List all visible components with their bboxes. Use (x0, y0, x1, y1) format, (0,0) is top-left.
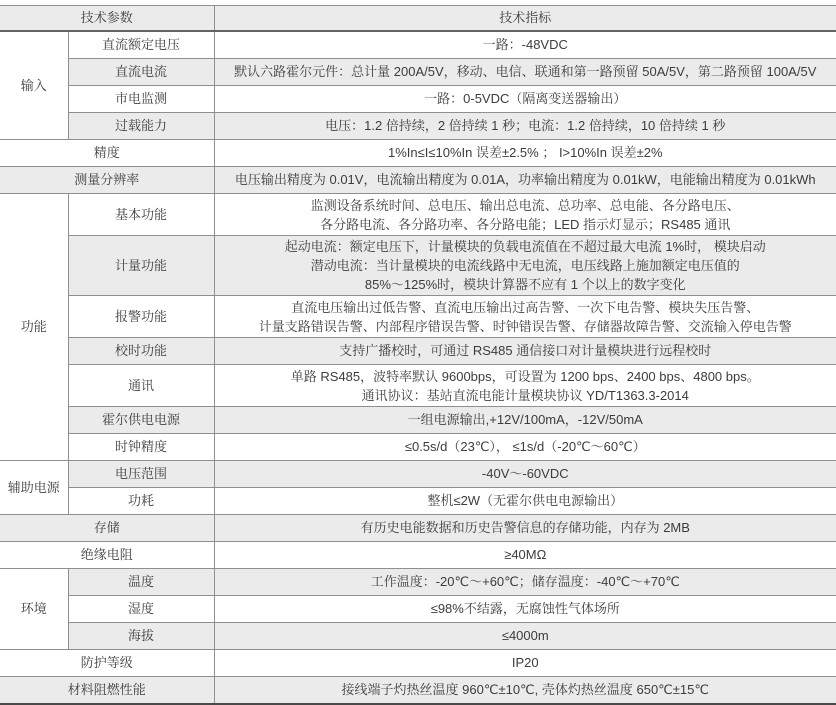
param-value: -40V～-60VDC (214, 461, 836, 488)
table-row (0, 167, 836, 194)
table-row (0, 365, 836, 407)
value-line: 通讯协议：基站直流电能计量模块协议 YD/T1363.3-2014 (361, 387, 689, 403)
param-value: 1%In≤I≤10%In 误差±2.5% ； I>10%In 误差±2% (214, 140, 836, 167)
table-row (0, 623, 836, 650)
param-label: 材料阻燃性能 (0, 677, 214, 705)
param-label: 校时功能 (68, 338, 214, 365)
param-value: 工作温度：-20℃～+60℃；储存温度：-40℃～+70℃ (214, 569, 836, 596)
value-line: 潜动电流：当计量模块的电流线路中无电流，电压线路上施加额定电压值的 (310, 258, 740, 273)
param-value: 有历史电能数据和历史告警信息的存储功能，内存为 2MB (214, 515, 836, 542)
value-line: 单路 RS485，波特率默认 9600bps，可设置为 1200 bps、2400 bps、4800 bps。 (290, 368, 760, 384)
table-row (0, 236, 836, 296)
param-label: 通讯 (68, 365, 214, 407)
table-row (0, 86, 836, 113)
param-label: 湿度 (68, 596, 214, 623)
value-line: 各分路电流、各分路功率、各分路电能；LED 指示灯显示；RS485 通讯 (320, 216, 731, 232)
param-label: 防护等级 (0, 650, 214, 677)
param-label: 测量分辨率 (0, 167, 214, 194)
header-parameters: 技术参数 (0, 6, 214, 32)
environment-group-cell: 环境 (0, 569, 68, 650)
table-row (0, 194, 836, 236)
table-row (0, 296, 836, 338)
table-row (0, 338, 836, 365)
table-row (0, 407, 836, 434)
value-line: 直流电压输出过低告警、直流电压输出过高告警、一次下电告警、模块失压告警、 (291, 299, 760, 315)
table-header-row (0, 6, 836, 32)
table-row (0, 434, 836, 461)
param-label: 功耗 (68, 488, 214, 515)
param-label: 计量功能 (68, 236, 214, 296)
function-group-cell: 功能 (0, 194, 68, 461)
param-value (214, 194, 836, 236)
table-row (0, 113, 836, 140)
param-value: 一路：0-5VDC（隔离变送器输出） (214, 86, 836, 113)
param-label: 霍尔供电电源 (68, 407, 214, 434)
aux-power-group-cell: 辅助电源 (0, 461, 68, 515)
param-label: 直流电流 (68, 59, 214, 86)
param-label: 存储 (0, 515, 214, 542)
param-value: 整机≤2W（无霍尔供电电源输出） (214, 488, 836, 515)
table-row (0, 488, 836, 515)
param-value (214, 365, 836, 407)
param-value (214, 236, 836, 296)
table-row (0, 515, 836, 542)
param-label: 时钟精度 (68, 434, 214, 461)
param-label: 过载能力 (68, 113, 214, 140)
table-row (0, 650, 836, 677)
param-label: 海拔 (68, 623, 214, 650)
value-line: 85%～125%时，模块计算器不应有 1 个以上的数字变化 (364, 277, 686, 292)
table-row (0, 542, 836, 569)
table-row (0, 677, 836, 705)
spec-table (0, 5, 836, 705)
value-line: 计量支路错误告警、内部程序错误告警、时钟错误告警、存储器故障告警、交流输入停电告警 (258, 318, 792, 334)
param-value: 支持广播校时，可通过 RS485 通信接口对计量模块进行远程校时 (214, 338, 836, 365)
param-value: ≤0.5s/d（23℃）， ≤1s/d（-20℃～60℃） (214, 434, 836, 461)
param-value: ≤98%不结露，无腐蚀性气体场所 (214, 596, 836, 623)
input-group-cell: 输入 (0, 31, 68, 140)
param-value (214, 296, 836, 338)
value-line: 监测设备系统时间、总电压、输出总电流、总功率、总电能、各分路电压、 (310, 197, 740, 213)
header-indicators: 技术指标 (214, 6, 836, 32)
param-value: ≤4000m (214, 623, 836, 650)
table-row (0, 569, 836, 596)
param-value: 一路：-48VDC (214, 31, 836, 59)
value-line: 起动电流：额定电压下，计量模块的负载电流值在不超过最大电流 1%时， 模块启动 (284, 239, 766, 254)
param-label: 市电监测 (68, 86, 214, 113)
param-label: 报警功能 (68, 296, 214, 338)
param-label: 绝缘电阻 (0, 542, 214, 569)
param-label: 基本功能 (68, 194, 214, 236)
param-value: 一组电源输出,+12V/100mA，-12V/50mA (214, 407, 836, 434)
param-value: 接线端子灼热丝温度 960℃±10℃, 壳体灼热丝温度 650℃±15℃ (214, 677, 836, 705)
param-value: 电压：1.2 倍持续，2 倍持续 1 秒；电流：1.2 倍持续，10 倍持续 1 秒 (214, 113, 836, 140)
param-value: 电压输出精度为 0.01V，电流输出精度为 0.01A，功率输出精度为 0.01kW，电能输出精度为 0.01kWh (214, 167, 836, 194)
param-value: IP20 (214, 650, 836, 677)
param-label: 精度 (0, 140, 214, 167)
table-row (0, 596, 836, 623)
table-row (0, 461, 836, 488)
table-row (0, 31, 836, 59)
param-label: 温度 (68, 569, 214, 596)
table-row (0, 59, 836, 86)
param-value: ≥40MΩ (214, 542, 836, 569)
param-value: 默认六路霍尔元件：总计量 200A/5V，移动、电信、联通和第一路预留 50A/5V，第二路预留 100A/5V (214, 59, 836, 86)
param-label: 直流额定电压 (68, 31, 214, 59)
table-row (0, 140, 836, 167)
param-label: 电压范围 (68, 461, 214, 488)
